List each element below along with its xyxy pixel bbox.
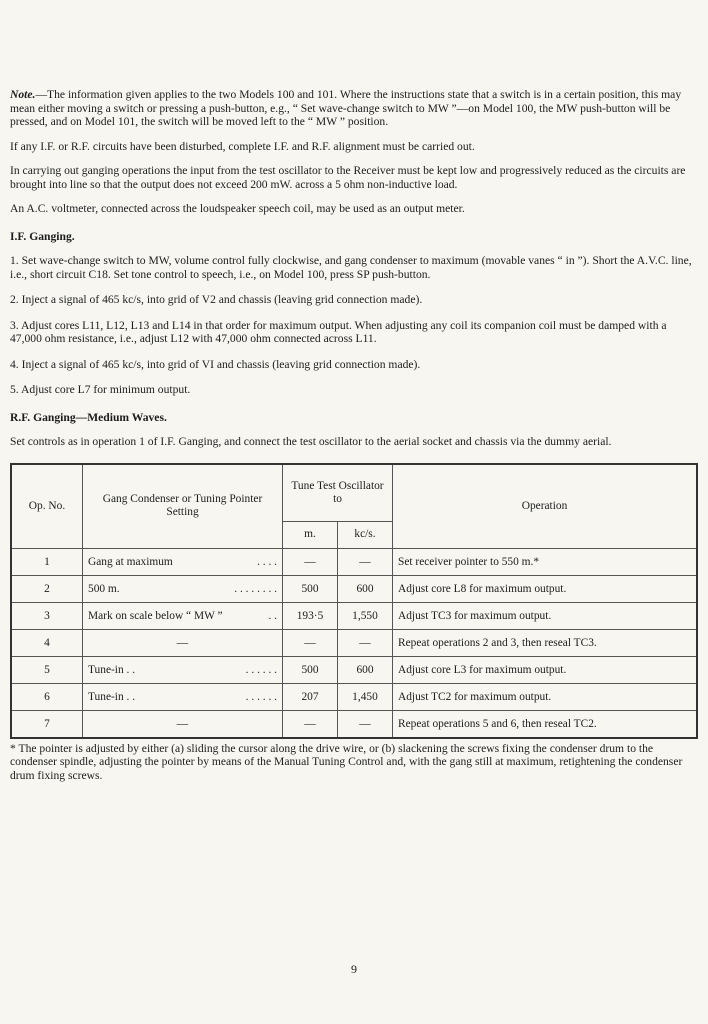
setting-text: 500 m. — [88, 582, 120, 595]
if-step-4: 4. Inject a signal of 465 kc/s, into grid of VI and chassis (leaving grid connection made). — [10, 357, 421, 371]
setting-text: Tune-in . . — [88, 690, 136, 703]
note-text: The information given applies to the two Models 100 and 101. Where the instructions state that a switch is in a certain position, this may mean either moving a switch or pressing a push-button, e.g., “ Set wave-change switch to MW ”—on Model 100, the MW push-button will be pressed, and on Model 101, the switch will be moved left to the “ MW ” position. — [10, 88, 682, 128]
cell-kcs: — — [338, 629, 393, 656]
if-step-5: 5. Adjust core L7 for minimum output. — [10, 383, 191, 396]
cell-operation: Adjust core L8 for maximum output. — [393, 575, 698, 602]
if-step-3: 3. Adjust cores L11, L12, L13 and L14 in that order for maximum output. When adjusting any coil its companion coil must be damped with a 47,000 ohm resistance, i.e., adjust L12 with 47,000 ohm connected across L11. — [10, 318, 667, 345]
cell-setting: — — [83, 710, 283, 738]
table-row — [11, 683, 697, 710]
header-setting: Gang Condenser or Tuning Pointer Setting — [83, 464, 283, 549]
header-tune: Tune Test Oscillator to — [283, 464, 393, 522]
cell-m: — — [283, 548, 338, 575]
cell-op: 3 — [11, 602, 83, 629]
page-content — [10, 88, 698, 782]
table-row — [11, 548, 697, 575]
cell-op: 7 — [11, 710, 83, 738]
cell-setting — [83, 575, 283, 602]
cell-m: 193·5 — [283, 602, 338, 629]
cell-operation: Adjust TC3 for maximum output. — [393, 602, 698, 629]
page-number: 9 — [351, 962, 357, 976]
if-step-2: 2. Inject a signal of 465 kc/s, into grid of V2 and chassis (leaving grid connection made). — [10, 293, 423, 306]
header-operation: Operation — [393, 464, 698, 549]
cell-m: — — [283, 629, 338, 656]
note-dash: — — [35, 88, 48, 101]
cell-op: 2 — [11, 575, 83, 602]
cell-kcs: 1,450 — [338, 683, 393, 710]
note-paragraph — [10, 88, 698, 129]
cell-setting: — — [83, 629, 283, 656]
cell-m: — — [283, 710, 338, 738]
if-step-1: 1. Set wave-change switch to MW, volume control fully clockwise, and gang condenser to maximum (movable vanes “ in ”). Short the A.V.C. line, i.e., short circuit C18. Set tone control to speech, i.e., on Model 100, press SP push-button. — [10, 254, 692, 281]
cell-m: 500 — [283, 656, 338, 683]
note-lead: Note. — [10, 88, 36, 101]
table-row — [11, 710, 697, 738]
header-op-no: Op. No. — [11, 464, 83, 549]
cell-kcs: — — [338, 710, 393, 738]
table-row — [11, 656, 697, 683]
cell-m: 500 — [283, 575, 338, 602]
header-m: m. — [283, 521, 338, 548]
cell-setting — [83, 602, 283, 629]
paragraph-output-meter: An A.C. voltmeter, connected across the loudspeaker speech coil, may be used as an output meter. — [10, 202, 465, 215]
cell-setting — [83, 656, 283, 683]
setting-text: Mark on scale below “ MW ” — [88, 609, 223, 622]
cell-operation: Repeat operations 5 and 6, then reseal TC2. — [393, 710, 698, 738]
heading-if-ganging: I.F. Ganging. — [10, 229, 75, 243]
setting-text: Tune-in . . — [88, 663, 136, 676]
cell-op: 1 — [11, 548, 83, 575]
table-row — [11, 629, 697, 656]
cell-kcs: 600 — [338, 575, 393, 602]
cell-operation: Adjust TC2 for maximum output. — [393, 683, 698, 710]
footnote: * The pointer is adjusted by either (a) sliding the cursor along the drive wire, or (b) slackening the screws fixing the condenser drum to the condenser spindle, adjusting the pointer by means of the Manual Tuning Control and, with the gang still at maximum, retightening the condenser drum fixing screws. — [10, 741, 683, 782]
paragraph-alignment: If any I.F. or R.F. circuits have been disturbed, complete I.F. and R.F. alignment must be carried out. — [10, 139, 475, 153]
ganging-table — [10, 463, 698, 739]
cell-m: 207 — [283, 683, 338, 710]
table-row — [11, 602, 697, 629]
heading-rf-ganging: R.F. Ganging—Medium Waves. — [10, 410, 167, 424]
table-row — [11, 575, 697, 602]
setting-dots: . . . . — [257, 555, 277, 568]
cell-op: 5 — [11, 656, 83, 683]
setting-text: Gang at maximum — [88, 555, 173, 568]
setting-dots: . . . . . . — [245, 663, 277, 676]
cell-operation: Adjust core L3 for maximum output. — [393, 656, 698, 683]
setting-dots: . . . . . . — [245, 690, 277, 703]
setting-dots: . . — [268, 609, 277, 622]
rf-intro: Set controls as in operation 1 of I.F. Ganging, and connect the test oscillator to the aerial socket and chassis via the dummy aerial. — [10, 435, 612, 448]
cell-operation: Repeat operations 2 and 3, then reseal TC3. — [393, 629, 698, 656]
paragraph-input-level: In carrying out ganging operations the input from the test oscillator to the Receiver must be kept low and progressively reduced as the circuits are brought into line so that the output does not exceed 200 mW. across a 5 ohm non-inductive load. — [10, 164, 686, 191]
cell-setting — [83, 548, 283, 575]
cell-setting — [83, 683, 283, 710]
cell-operation: Set receiver pointer to 550 m.* — [393, 548, 698, 575]
setting-dots: . . . . . . . . — [234, 582, 277, 595]
cell-kcs: 600 — [338, 656, 393, 683]
cell-op: 4 — [11, 629, 83, 656]
cell-op: 6 — [11, 683, 83, 710]
cell-kcs: 1,550 — [338, 602, 393, 629]
header-kcs: kc/s. — [338, 521, 393, 548]
cell-kcs: — — [338, 548, 393, 575]
